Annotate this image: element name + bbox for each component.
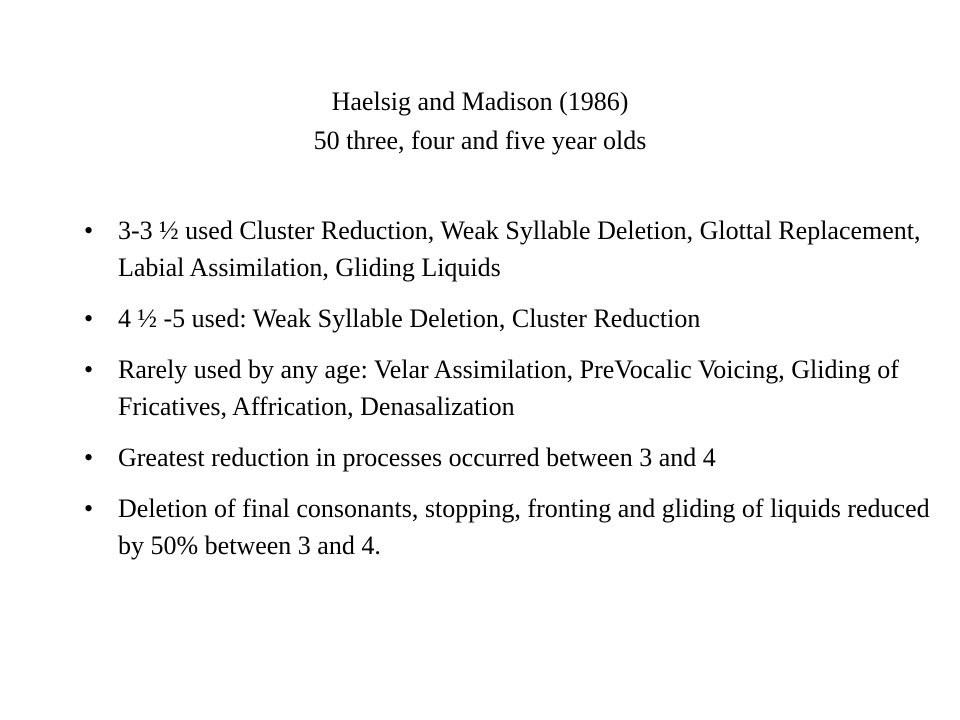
bullet-text: 4 ½ -5 used: Weak Syllable Deletion, Cluster Reduction (118, 304, 701, 333)
slide-title (0, 82, 960, 160)
bullet-item-5 (84, 490, 944, 564)
bullet-item-2 (84, 300, 944, 337)
bullet-dot-icon: • (84, 216, 94, 245)
bullet-dot-icon: • (84, 494, 94, 523)
title-line-2: 50 three, four and five year olds (313, 126, 647, 155)
bullet-text: 3-3 ½ used Cluster Reduction, Weak Syllable Deletion, Glottal Replacement, Labial Assimilation, Gliding Liquids (118, 216, 921, 282)
bullet-dot-icon: • (84, 304, 94, 333)
bullet-dot-icon: • (84, 355, 94, 384)
bullet-item-1 (84, 212, 944, 286)
bullet-text: Rarely used by any age: Velar Assimilation, PreVocalic Voicing, Gliding of Fricatives, Affrication, Denasalization (118, 355, 899, 421)
bullet-list (84, 212, 944, 564)
bullet-item-4 (84, 439, 944, 476)
bullet-text: Deletion of final consonants, stopping, fronting and gliding of liquids reduced by 50% between 3 and 4. (118, 494, 930, 560)
bullet-item-3 (84, 351, 944, 425)
bullet-text: Greatest reduction in processes occurred between 3 and 4 (118, 443, 716, 472)
title-line-1: Haelsig and Madison (1986) (331, 87, 629, 116)
bullet-dot-icon: • (84, 443, 94, 472)
